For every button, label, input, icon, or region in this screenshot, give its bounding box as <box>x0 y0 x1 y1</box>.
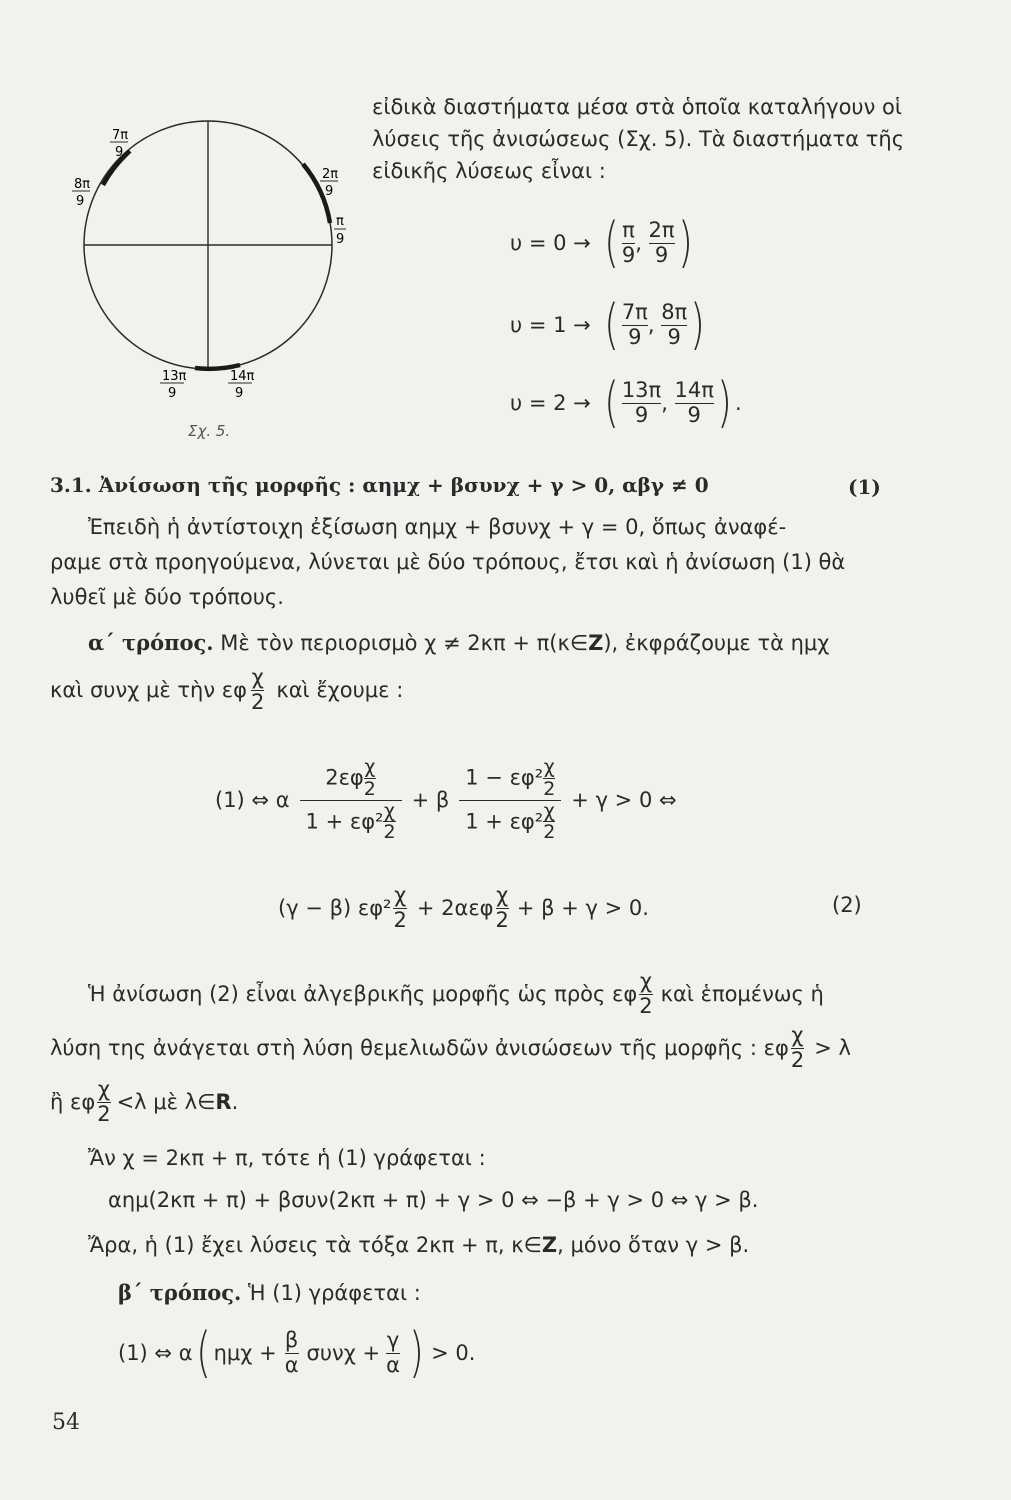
label-14pi-den: 9 <box>235 386 244 401</box>
interval-lhs: υ = 0 → <box>510 231 591 255</box>
method-b-label: β΄ τρόπος. <box>118 1280 242 1305</box>
eq1-fraction-1: 2εφ $\frac{\chi}{2}$ 1 + εφ² $\frac{\chi}{2}$ <box>300 757 402 844</box>
label-13pi: 13π <box>162 369 187 384</box>
figure-caption: Σχ. 5. <box>188 422 231 440</box>
para2-line-1: Ἡ ἀνίσωση (2) εἶναι ἀλγεβρικῆς μορφῆς ὡς πρὸς εφ $\frac{\chi}{2}$ καὶ ἑπομένως ἡ <box>88 969 824 1018</box>
label-pi-den: 9 <box>336 232 345 247</box>
interval-lhs: υ = 2 → <box>510 391 591 415</box>
section-eqno: (1) <box>848 475 881 499</box>
para1-line-2: ραμε στὰ προηγούμενα, λύνεται μὲ δύο τρόπους, ἔτσι καὶ ἡ ἀνίσωση (1) θὰ <box>50 550 846 574</box>
intro-line-1: εἰδικὰ διαστήματα μέσα στὰ ὁποῖα καταλήγουν οἱ <box>372 95 902 119</box>
method-a-line-1: α΄ τρόπος. Μὲ τὸν περιορισμὸ χ ≠ 2κπ + π(κ∈Z), ἐκφράζουμε τὰ ημχ <box>88 630 830 655</box>
equation-1-expansion: (1) ⇔ α 2εφ $\frac{\chi}{2}$ 1 + εφ² $\frac{\chi}{2}$ + β 1 − εφ² $\frac{\chi}{2}$ 1 + εφ² $\frac{\chi}{2}$ + γ > 0 ⇔ <box>215 755 677 844</box>
interval-b: $\frac{8\pi}{9}$ <box>661 300 688 349</box>
frac-x-2: $\frac{\chi}{2}$ <box>250 665 265 714</box>
equation-2-number: (2) <box>832 893 862 917</box>
equation-3: (1) ⇔ α ( ημχ + $\frac{\beta}{\alpha}$ συνχ + $\frac{\gamma}{\alpha}$ ) > 0. <box>118 1321 476 1384</box>
interval-a: $\frac{\pi}{9}$ <box>621 218 636 267</box>
interval-a: $\frac{13\pi}{9}$ <box>621 378 662 427</box>
label-2pi-den: 9 <box>325 184 334 199</box>
para2-line-2: λύση της ἀνάγεται στὴ λύση θεμελιωδῶν ἀνισώσεων τῆς μορφῆς : εφ $\frac{\chi}{2}$ > λ <box>50 1023 851 1072</box>
equation-2: (γ − β) εφ² $\frac{\chi}{2}$ + 2αεφ $\frac{\chi}{2}$ + β + γ > 0. <box>278 883 649 932</box>
label-2pi: 2π <box>322 167 339 182</box>
interval-b: $\frac{14\pi}{9}$ <box>674 378 714 427</box>
interval-row-2: υ = 2 → ( $\frac{13\pi}{9}$ , $\frac{14\pi}{9}$ ) . <box>510 371 742 434</box>
label-14pi: 14π <box>230 369 255 384</box>
label-8pi-den: 9 <box>76 194 85 209</box>
intro-line-3: εἰδικῆς λύσεως εἶναι : <box>372 159 606 183</box>
eq1-fraction-2: 1 − εφ² $\frac{\chi}{2}$ 1 + εφ² $\frac{\chi}{2}$ <box>459 757 561 844</box>
para2-line-3: ἢ εφ $\frac{\chi}{2}$ <λ μὲ λ∈ R . <box>50 1077 239 1126</box>
para3-line-3: Ἄρα, ἡ (1) ἔχει λύσεις τὰ τόξα 2κπ + π, κ∈Z, μόνο ὅταν γ > β. <box>88 1233 750 1257</box>
method-a-label: α΄ τρόπος. <box>88 630 214 655</box>
label-7pi-den: 9 <box>115 145 124 160</box>
label-8pi: 8π <box>74 177 91 192</box>
interval-b: $\frac{2\pi}{9}$ <box>648 218 675 267</box>
label-7pi: 7π <box>112 128 129 143</box>
interval-row-1: υ = 1 → ( $\frac{7\pi}{9}$ , $\frac{8\pi}{9}$ ) <box>510 293 706 356</box>
method-b-line: β΄ τρόπος. Ἡ (1) γράφεται : <box>118 1280 421 1305</box>
unit-circle-figure <box>70 118 360 448</box>
section-title: 3.1. Ἀνίσωση τῆς μορφῆς : αημχ + βσυνχ + γ > 0, αβγ ≠ 0 <box>50 473 709 497</box>
interval-row-0: υ = 0 → ( $\frac{\pi}{9}$ , $\frac{2\pi}{9}$ ) <box>510 211 693 274</box>
para1-line-1: Ἐπειδὴ ἡ ἀντίστοιχη ἐξίσωση αημχ + βσυνχ + γ = 0, ὅπως ἀναφέ- <box>88 515 787 539</box>
method-a-line-2: καὶ συνχ μὲ τὴν εφ $\frac{\chi}{2}$ καὶ ἔχουμε : <box>50 665 404 714</box>
intro-line-2: λύσεις τῆς ἀνισώσεως (Σχ. 5). Τὰ διαστήματα τῆς <box>372 127 905 151</box>
page-number: 54 <box>52 1410 80 1435</box>
para1-line-3: λυθεῖ μὲ δύο τρόπους. <box>50 585 284 609</box>
label-13pi-den: 9 <box>168 386 177 401</box>
label-pi: π <box>336 214 344 229</box>
para3-line-2: αημ(2κπ + π) + βσυν(2κπ + π) + γ > 0 ⇔ −β + γ > 0 ⇔ γ > β. <box>108 1188 759 1212</box>
interval-a: $\frac{7\pi}{9}$ <box>621 300 648 349</box>
para3-line-1: Ἄν χ = 2κπ + π, τότε ἡ (1) γράφεται : <box>88 1146 486 1170</box>
interval-lhs: υ = 1 → <box>510 313 591 337</box>
